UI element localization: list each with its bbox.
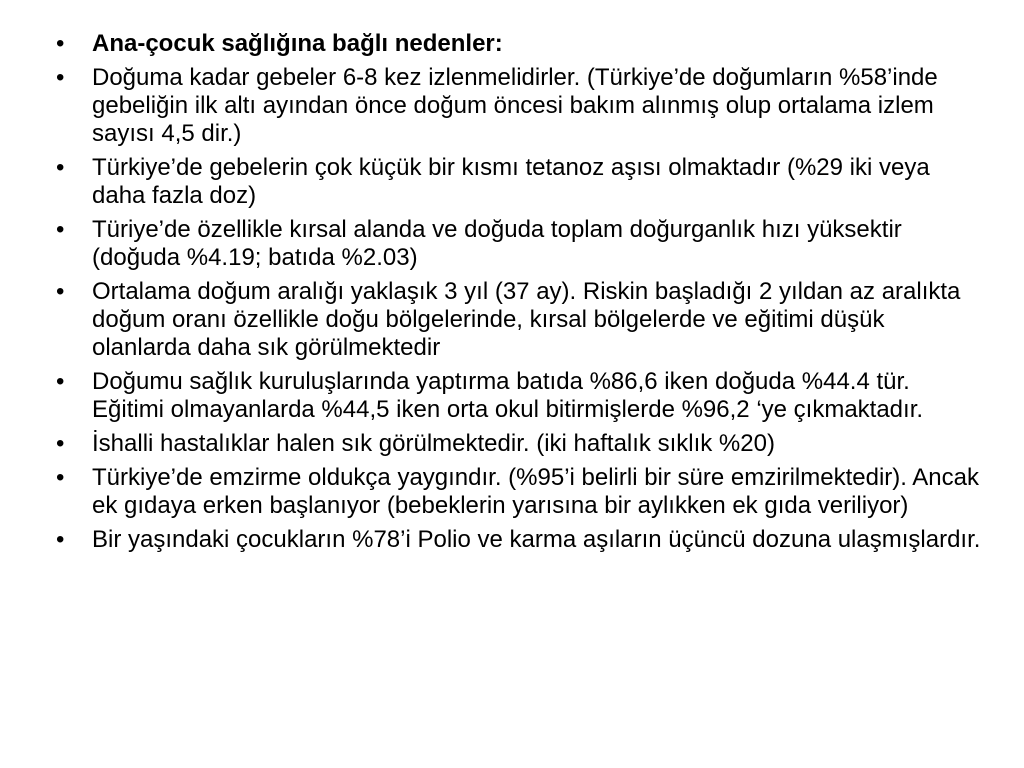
- bullet-dot-icon: •: [56, 526, 65, 553]
- list-item: [56, 368, 986, 424]
- bullet-dot-icon: •: [56, 464, 65, 491]
- bullet-dot-icon: •: [56, 430, 65, 457]
- heading-item: [56, 30, 986, 58]
- list-item: [56, 64, 986, 148]
- bullet-dot-icon: •: [56, 278, 65, 305]
- bullet-dot-icon: •: [56, 368, 65, 395]
- bullet-dot-icon: •: [56, 154, 65, 181]
- list-item-text: İshalli hastalıklar halen sık görülmektedir. (iki haftalık sıklık %20): [92, 430, 775, 457]
- bullet-list: [56, 30, 986, 560]
- bullet-dot-icon: •: [56, 216, 65, 243]
- list-item-text: Ortalama doğum aralığı yaklaşık 3 yıl (37 ay). Riskin başladığı 2 yıldan az aralıkta doğum oranı özellikle doğu bölgelerinde, kırsal bölgelerde ve eğitimi düşük olanlarda daha sık görülmektedir: [92, 278, 961, 361]
- bullet-dot-icon: •: [56, 64, 65, 91]
- list-item: [56, 464, 986, 520]
- list-item-text: Bir yaşındaki çocukların %78’i Polio ve karma aşıların üçüncü dozuna ulaşmışlardır.: [92, 526, 981, 553]
- list-item-text: Türkiye’de gebelerin çok küçük bir kısmı tetanoz aşısı olmaktadır (%29 iki veya daha fazla doz): [92, 154, 930, 209]
- list-item: [56, 278, 986, 362]
- list-item-text: Doğuma kadar gebeler 6-8 kez izlenmelidirler. (Türkiye’de doğumların %58’inde gebeliğin ilk altı ayından önce doğum öncesi bakım alınmış olup ortalama izlem sayısı 4,5 dir.): [92, 64, 938, 147]
- list-item-text: Doğumu sağlık kuruluşlarında yaptırma batıda %86,6 iken doğuda %44.4 tür. Eğitimi olmayanlarda %44,5 iken orta okul bitirmişlerde %96,2 ‘ye çıkmaktadır.: [92, 368, 924, 423]
- bullet-dot-icon: •: [56, 30, 65, 57]
- list-item: [56, 526, 986, 554]
- list-item-text: Türiye’de özellikle kırsal alanda ve doğuda toplam doğurganlık hızı yüksektir (doğuda %4.19; batıda %2.03): [92, 216, 902, 271]
- list-item: [56, 430, 986, 458]
- list-item: [56, 154, 986, 210]
- slide-heading: Ana-çocuk sağlığına bağlı nedenler:: [92, 30, 503, 57]
- list-item-text: Türkiye’de emzirme oldukça yaygındır. (%95’i belirli bir süre emzirilmektedir). Ancak ek gıdaya erken başlanıyor (bebeklerin yarısına bir aylıkken ek gıda veriliyor): [92, 464, 979, 519]
- list-item: [56, 216, 986, 272]
